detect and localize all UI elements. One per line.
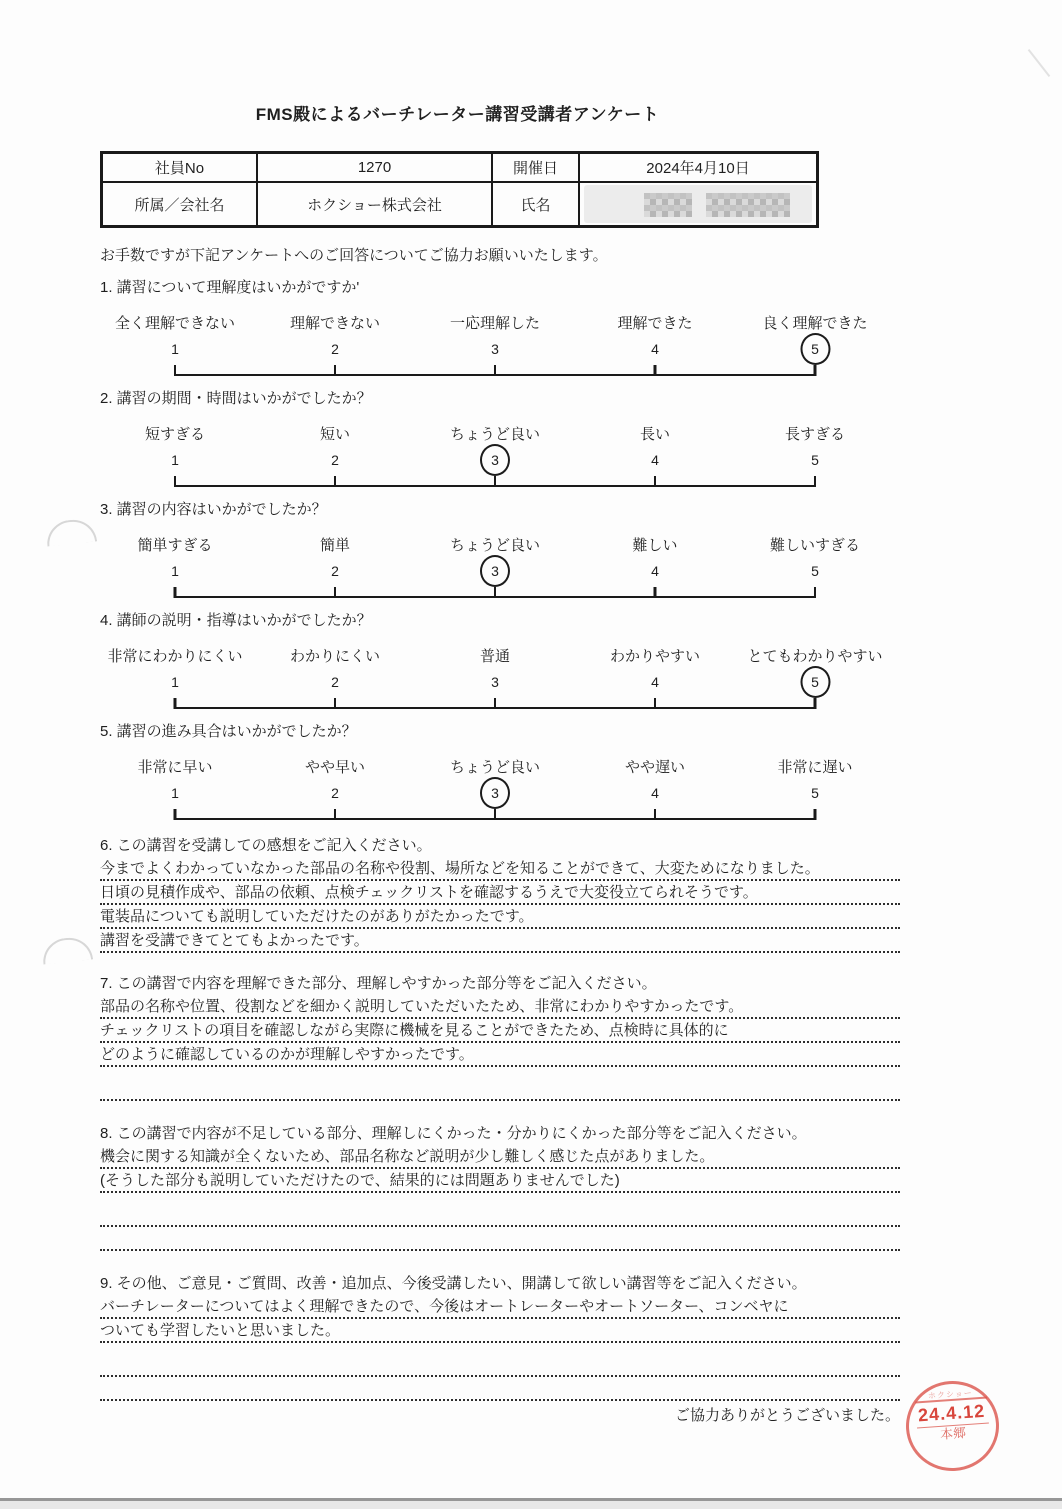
answer-line — [100, 1205, 900, 1227]
question-5-heading: 5. 講習の進み具合はいかがでしたか？ — [100, 723, 357, 740]
event-date-label: 開催日 — [492, 153, 579, 183]
q5-option-3 — [450, 758, 540, 820]
option-number: 4 — [651, 452, 659, 468]
pixelated-block — [644, 193, 692, 217]
q1-option-4 — [617, 314, 692, 376]
stamp-name: 本郷 — [939, 1425, 967, 1442]
answer-line: 機会に関する知識が全くないため、部品名称など説明が少し難しく感じた点がありました。 — [100, 1147, 900, 1169]
option-label: 簡単 — [319, 537, 351, 554]
q4-option-3 — [480, 647, 510, 709]
option-number: 5 — [800, 666, 830, 698]
date-stamp — [903, 1378, 1002, 1474]
option-number: 2 — [331, 674, 339, 690]
question-6-heading: 6. この講習を受講しての感想をご記入ください。 — [100, 837, 432, 854]
employee-no-value: 1270 — [257, 153, 492, 183]
question-4-scale — [107, 647, 883, 709]
scale-line — [175, 374, 815, 377]
q1-option-3 — [450, 314, 540, 376]
page-bottom-shade — [0, 1501, 1062, 1509]
option-number: 2 — [331, 785, 339, 801]
answer-line — [100, 1379, 900, 1401]
option-number: 2 — [331, 563, 339, 579]
option-label: とてもわかりやすい — [747, 648, 883, 665]
option-label: わかりにくい — [289, 648, 381, 665]
option-label: 短すぎる — [144, 426, 206, 443]
option-label: 非常に遅い — [777, 759, 853, 776]
answer-line: 部品の名称や位置、役割などを細かく説明していただいたため、非常にわかりやすかったです。 — [100, 997, 900, 1019]
question-2-heading: 2. 講習の期間・時間はいかがでしたか？ — [100, 390, 372, 407]
q4-option-5 — [747, 647, 882, 709]
q2-option-1 — [145, 425, 205, 487]
question-3-heading: 3. 講習の内容はいかがでしたか？ — [100, 501, 327, 518]
question-1-heading: 1. 講習について理解度はいかがですか' — [100, 279, 360, 296]
stamp-date: 24.4.12 — [917, 1400, 986, 1425]
option-label: 難しい — [632, 537, 678, 554]
option-number: 1 — [171, 452, 179, 468]
question-5 — [100, 721, 900, 820]
option-label: 短い — [319, 426, 351, 443]
question-9-heading: 9. その他、ご意見・ご質問、改善・追加点、今後受講したい、開講して欲しい講習等をご記入ください。 — [100, 1275, 807, 1292]
option-number: 1 — [171, 341, 179, 357]
question-1 — [100, 277, 900, 376]
stamp-company-text: ホクショー — [927, 1388, 973, 1401]
option-number: 1 — [171, 785, 179, 801]
closing-thanks: ご協力ありがとうございました。 — [674, 1407, 900, 1424]
q3-option-3 — [450, 536, 540, 598]
answer-line: どのように確認しているのかが理解しやすかったです。 — [100, 1045, 900, 1067]
answer-line — [100, 1229, 900, 1251]
option-label: やや遅い — [624, 759, 686, 776]
scan-artifact-arc — [45, 517, 97, 546]
option-label: 難しいすぎる — [769, 537, 861, 554]
option-number: 4 — [651, 563, 659, 579]
q2-option-5 — [785, 425, 845, 487]
option-number: 5 — [811, 563, 819, 579]
question-5-scale — [137, 758, 853, 820]
question-1-scale — [114, 314, 868, 376]
company-value: ホクショー株式会社 — [257, 182, 492, 227]
option-label: 長い — [639, 426, 671, 443]
table-row — [102, 153, 818, 183]
pixelated-block — [706, 193, 790, 217]
answer-line — [100, 1079, 900, 1101]
option-number: 1 — [171, 563, 179, 579]
option-label: 良く理解できた — [762, 315, 868, 332]
q4-option-2 — [290, 647, 380, 709]
option-label: 普通 — [479, 648, 511, 665]
q3-option-5 — [770, 536, 860, 598]
question-7 — [100, 973, 900, 1101]
answer-line: チェックリストの項目を確認しながら実際に機械を見ることができたため、点検時に具体的に — [100, 1021, 900, 1043]
option-label: 簡単すぎる — [137, 537, 213, 554]
question-7-heading: 7. この講習で内容を理解できた部分、理解しやすかった部分等をご記入ください。 — [100, 975, 657, 992]
option-number: 5 — [800, 333, 830, 365]
q2-option-4 — [640, 425, 670, 487]
scale-line — [175, 596, 815, 599]
event-date-value: 2024年4月10日 — [579, 153, 818, 183]
option-label: 全く理解できない — [114, 315, 236, 332]
q2-option-3 — [450, 425, 540, 487]
option-number: 2 — [331, 452, 339, 468]
q5-option-1 — [137, 758, 212, 820]
question-8-heading: 8. この講習で内容が不足している部分、理解しにくかった・分かりにくかった部分等をご記入ください。 — [100, 1125, 807, 1142]
option-number: 3 — [480, 444, 510, 476]
employee-no-label: 社員No — [102, 153, 258, 183]
answer-line: (そうした部分も説明していただけたので、結果的には問題ありませんでした) — [100, 1171, 900, 1193]
option-number: 4 — [651, 785, 659, 801]
question-2-scale — [144, 425, 846, 487]
intro-text: お手数ですが下記アンケートへのご回答についてご協力お願いいたします。 — [100, 247, 608, 264]
question-3 — [100, 499, 900, 598]
scale-line — [175, 707, 815, 710]
question-3-scale — [137, 536, 861, 598]
option-number: 5 — [811, 452, 819, 468]
q1-option-2 — [290, 314, 380, 376]
option-label: わかりやすい — [609, 648, 701, 665]
q5-option-5 — [777, 758, 852, 820]
option-label: 理解できない — [289, 315, 381, 332]
option-label: 理解できた — [617, 315, 693, 332]
option-label: ちょうど良い — [449, 537, 541, 554]
q2-option-2 — [320, 425, 350, 487]
answer-line: 講習を受講できてとてもよかったです。 — [100, 931, 900, 953]
name-cell — [579, 182, 818, 227]
answer-line: バーチレーターについてはよく理解できたので、今後はオートレーターやオートソーター、コンベヤに — [100, 1297, 900, 1319]
option-number: 3 — [491, 341, 499, 357]
option-label: 長すぎる — [784, 426, 846, 443]
option-label: 非常に早い — [137, 759, 213, 776]
option-number: 4 — [651, 674, 659, 690]
table-row — [102, 182, 818, 227]
scale-line — [175, 818, 815, 821]
question-6 — [100, 835, 900, 953]
option-label: 非常にわかりにくい — [107, 648, 243, 665]
option-label: ちょうど良い — [449, 426, 541, 443]
q1-option-1 — [115, 314, 235, 376]
q4-option-1 — [107, 647, 242, 709]
option-number: 5 — [811, 785, 819, 801]
question-4 — [100, 610, 900, 709]
answer-line — [100, 1355, 900, 1377]
option-label: やや早い — [304, 759, 366, 776]
info-table — [100, 151, 819, 228]
question-9 — [100, 1273, 900, 1401]
option-number: 3 — [480, 777, 510, 809]
question-4-heading: 4. 講師の説明・指導はいかがでしたか？ — [100, 612, 372, 629]
scan-artifact-arc — [41, 935, 93, 964]
scale-line — [175, 485, 815, 488]
option-number: 1 — [171, 674, 179, 690]
redacted-name — [584, 185, 812, 223]
answer-line: 日頃の見積作成や、部品の依頼、点検チェックリストを確認するうえで大変役立てられそうです。 — [100, 883, 900, 905]
answer-line: 今までよくわかっていなかった部品の名称や役割、場所などを知ることができて、大変ためになりました。 — [100, 859, 900, 881]
answer-line: ついても学習したいと思いました。 — [100, 1321, 900, 1343]
option-number: 2 — [331, 341, 339, 357]
option-number: 3 — [480, 555, 510, 587]
q3-option-2 — [320, 536, 350, 598]
q5-option-4 — [625, 758, 685, 820]
question-8 — [100, 1123, 900, 1251]
q5-option-2 — [305, 758, 365, 820]
option-label: 一応理解した — [449, 315, 541, 332]
scan-artifact-mark — [1028, 49, 1051, 77]
form-content — [100, 0, 900, 1425]
name-label: 氏名 — [492, 182, 579, 227]
q3-option-4 — [632, 536, 677, 598]
company-label: 所属／会社名 — [102, 182, 258, 227]
answer-line: 電装品についても説明していただけたのがありがたかったです。 — [100, 907, 900, 929]
q3-option-1 — [137, 536, 212, 598]
option-number: 3 — [491, 674, 499, 690]
option-number: 4 — [651, 341, 659, 357]
q1-option-5 — [762, 314, 867, 376]
option-label: ちょうど良い — [449, 759, 541, 776]
page-title: FMS殿によるバーチレーター講習受講者アンケート — [255, 105, 660, 124]
q4-option-4 — [610, 647, 700, 709]
question-2 — [100, 388, 900, 487]
